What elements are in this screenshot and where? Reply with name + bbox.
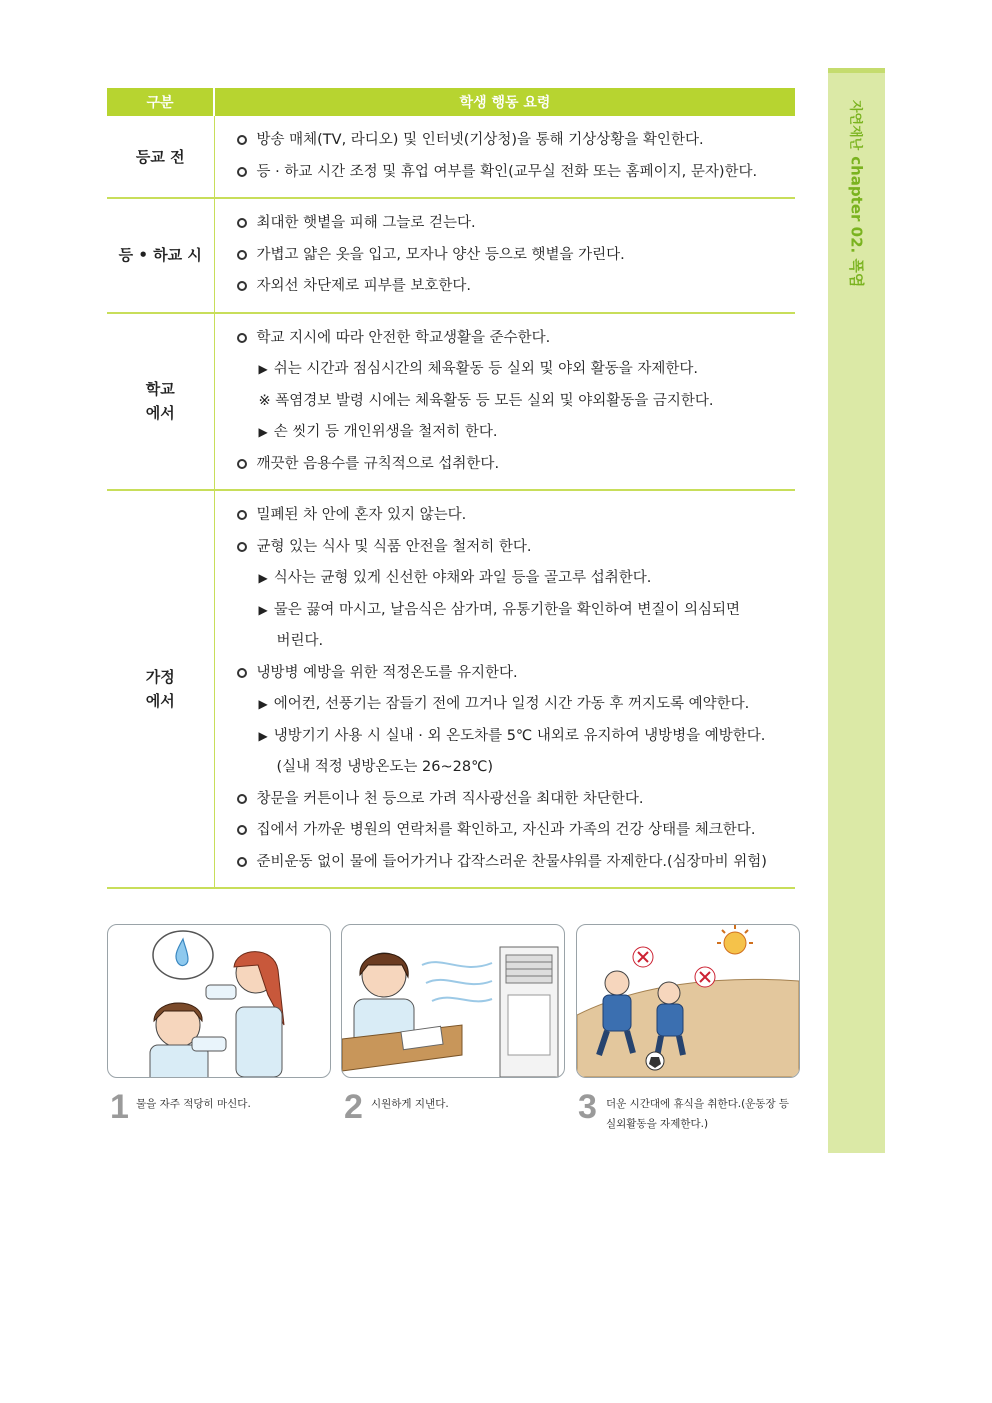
guideline-item — [237, 595, 796, 627]
row-guidelines — [214, 116, 795, 198]
row-category: 등교 전 — [107, 116, 214, 198]
circle-bullet-icon — [237, 668, 247, 678]
arrow-bullet-icon: ▶ — [258, 602, 268, 617]
guideline-text: 균형 있는 식사 및 식품 안전을 철저히 한다. — [256, 538, 532, 555]
guideline-item — [237, 157, 796, 189]
caption-2-text: 시원하게 지낸다. — [371, 1098, 449, 1110]
guideline-item — [237, 847, 796, 879]
row-category: 가정 에서 — [107, 490, 214, 888]
circle-bullet-icon — [237, 218, 247, 228]
guideline-text: 등 · 하교 시간 조정 및 휴업 여부를 확인(교무실 전화 또는 홈페이지, 문자)한다. — [256, 163, 758, 180]
table-row — [107, 116, 795, 198]
table-body — [107, 116, 795, 888]
guideline-item — [237, 208, 796, 240]
sidebar-top-line — [828, 68, 885, 73]
arrow-bullet-icon: ▶ — [258, 697, 268, 711]
arrow-bullet-icon: ▶ — [258, 728, 268, 743]
row-guidelines — [214, 313, 795, 491]
table-row — [107, 490, 795, 888]
circle-bullet-icon — [237, 167, 247, 177]
row-category: 등 • 하교 시 — [107, 198, 214, 313]
row-category: 학교 에서 — [107, 313, 214, 491]
guideline-item — [237, 240, 796, 272]
guideline-text: 집에서 가까운 병원의 연락처를 확인하고, 자신과 가족의 건강 상태를 체크한다. — [256, 822, 756, 838]
guideline-text: 깨끗한 음용수를 규칙적으로 섭취한다. — [256, 455, 500, 472]
guideline-item — [237, 354, 796, 386]
guideline-item — [237, 752, 796, 784]
caption-1-number: 1 — [110, 1088, 129, 1126]
guideline-text: ※ 폭염경보 발령 시에는 체육활동 등 모든 실외 및 야외활동을 금지한다. — [258, 392, 714, 409]
circle-bullet-icon — [237, 510, 247, 520]
guideline-text: 쉬는 시간과 점심시간의 체육활동 등 실외 및 야외 활동을 자제한다. — [273, 361, 699, 377]
guideline-text: 최대한 햇볕을 피해 그늘로 걷는다. — [256, 215, 476, 231]
guideline-table — [107, 88, 795, 889]
guideline-item — [237, 658, 796, 690]
arrow-bullet-icon: ▶ — [258, 362, 268, 376]
guideline-item — [237, 125, 796, 157]
guideline-item — [237, 271, 796, 303]
guideline-text: 냉방기기 사용 시 실내 · 외 온도차를 5℃ 내외로 유지하여 냉방병을 예방한다. — [273, 727, 766, 744]
guideline-item — [237, 386, 796, 418]
caption-1-text: 물을 자주 적당히 마신다. — [136, 1098, 251, 1110]
chapter-section-label: 자연재난 — [847, 100, 863, 151]
guideline-item — [237, 417, 796, 449]
guideline-text: 창문을 커튼이나 천 등으로 가려 직사광선을 최대한 차단한다. — [256, 790, 644, 807]
illustration-drinking-water — [107, 924, 331, 1078]
circle-bullet-icon — [237, 459, 247, 469]
row-guidelines — [214, 490, 795, 888]
circle-bullet-icon — [237, 281, 247, 291]
guideline-text: 식사는 균형 있게 신선한 야채와 과일 등을 골고루 섭취한다. — [273, 570, 652, 586]
illustration-staying-cool — [341, 924, 565, 1078]
guideline-text: 물은 끓여 마시고, 날음식은 삼가며, 유통기한을 확인하여 변질이 의심되면 — [273, 601, 741, 618]
header-category: 구분 — [107, 88, 214, 116]
table-header-row — [107, 88, 795, 116]
guideline-text: 학교 지시에 따라 안전한 학교생활을 준수한다. — [256, 329, 551, 346]
circle-bullet-icon — [237, 794, 247, 804]
guideline-text: 냉방병 예방을 위한 적정온도를 유지한다. — [256, 664, 518, 681]
guideline-text: 밀폐된 차 안에 혼자 있지 않는다. — [256, 507, 467, 523]
guideline-item — [237, 721, 796, 753]
table-row — [107, 313, 795, 491]
guideline-text: 손 씻기 등 개인위생을 철저히 한다. — [273, 424, 498, 440]
circle-bullet-icon — [237, 135, 247, 145]
guideline-item — [237, 784, 796, 816]
guideline-text: 준비운동 없이 물에 들어가거나 갑작스러운 찬물샤워를 자제한다.(심장마비 위험) — [256, 853, 767, 870]
header-guidelines: 학생 행동 요령 — [214, 88, 795, 116]
guideline-item — [237, 689, 796, 721]
caption-3-text: 더운 시간대에 휴식을 취한다.(운동장 등 실외활동을 자제한다.) — [606, 1098, 790, 1130]
circle-bullet-icon — [237, 250, 247, 260]
guideline-item — [237, 815, 796, 847]
illustration-avoid-outdoor — [576, 924, 800, 1078]
caption-3-number: 3 — [578, 1088, 597, 1126]
chapter-title-label: chapter 02. 폭염 — [847, 156, 866, 288]
guideline-item — [237, 626, 796, 658]
guideline-item — [237, 532, 796, 564]
arrow-bullet-icon: ▶ — [258, 425, 268, 439]
row-guidelines — [214, 198, 795, 313]
guideline-text: 버린다. — [276, 633, 324, 649]
circle-bullet-icon — [237, 542, 247, 552]
guideline-text: (실내 적정 냉방온도는 26~28℃) — [276, 759, 494, 775]
guideline-item — [237, 563, 796, 595]
guideline-text: 에어컨, 선풍기는 잠들기 전에 끄거나 일정 시간 가동 후 꺼지도록 예약한다. — [273, 696, 750, 712]
chapter-label — [847, 100, 868, 287]
guideline-item — [237, 323, 796, 355]
guideline-item — [237, 500, 796, 532]
guideline-item — [237, 449, 796, 481]
table-row — [107, 198, 795, 313]
circle-bullet-icon — [237, 825, 247, 835]
circle-bullet-icon — [237, 333, 247, 343]
guideline-text: 자외선 차단제로 피부를 보호한다. — [256, 278, 472, 294]
arrow-bullet-icon: ▶ — [258, 571, 268, 585]
guideline-text: 가볍고 얇은 옷을 입고, 모자나 양산 등으로 햇볕을 가린다. — [256, 246, 625, 263]
circle-bullet-icon — [237, 857, 247, 867]
caption-2-number: 2 — [344, 1088, 363, 1126]
guideline-text: 방송 매체(TV, 라디오) 및 인터넷(기상청)을 통해 기상상황을 확인한다. — [256, 132, 704, 148]
